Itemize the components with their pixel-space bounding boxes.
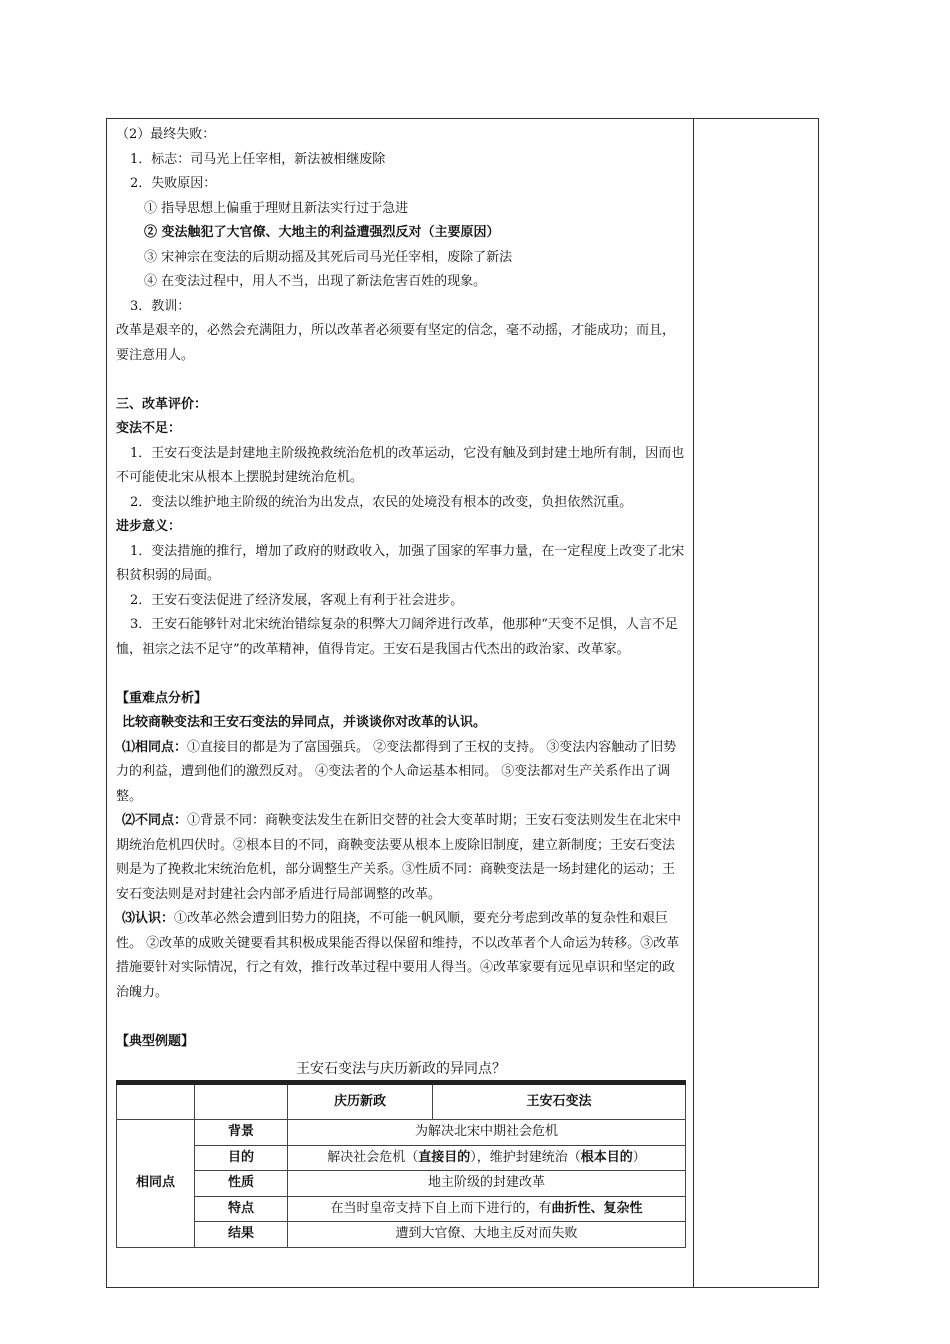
row-value: [288, 1196, 686, 1222]
row-value: [288, 1145, 686, 1171]
row-text: 为解决北宋中期社会危机: [414, 1124, 558, 1139]
spacer: [116, 368, 686, 393]
header-empty-2: [195, 1083, 288, 1120]
row-text: 解决社会危机（: [327, 1149, 419, 1165]
row-text: 遭到大官僚、大地主反对而失败: [395, 1226, 578, 1241]
table-row: [117, 1196, 686, 1222]
failure-sign: 1．标志：司马光上任宰相，新法被相继废除: [130, 151, 386, 167]
analysis-view: [116, 907, 686, 1005]
row-text: 在当时皇帝支持下自上而下进行的，有: [330, 1200, 552, 1216]
view-label: ⑶认识：: [122, 911, 175, 926]
header-wang: 王安石变法: [433, 1083, 686, 1120]
shortfall-1: 1．王安石变法是封建地主阶级挽救统治危机的改革运动，它没有触及到封建土地所有制，因而也不可能使北宋从根本上摆脱封建统治危机。: [116, 445, 685, 485]
progress-2: 2．王安石变法促进了经济发展，客观上有利于社会进步。: [130, 592, 464, 608]
table-row: [117, 1120, 686, 1146]
column-divider: [693, 118, 694, 1288]
header-empty-1: [117, 1083, 195, 1120]
evaluation-heading: 三、改革评价：: [116, 396, 208, 412]
header-qingli: 庆历新政: [288, 1083, 433, 1120]
spacer: [116, 1005, 686, 1030]
row-label: 目的: [195, 1145, 288, 1171]
row-text: ）: [632, 1149, 646, 1165]
table-caption: 王安石变法与庆历新政的异同点？: [296, 1061, 506, 1077]
analysis-diff: [116, 809, 686, 907]
failure-lesson-text: 改革是艰辛的，必然会充满阻力，所以改革者必须要有坚定的信念，毫不动摇，才能成功；而且，要注意用人。: [116, 323, 676, 363]
failure-lesson-title: 3．教训：: [130, 298, 191, 314]
failure-reason-1: ① 指导思想上偏重于理财且新法实行过于急进: [144, 200, 409, 216]
table-row: [117, 1171, 686, 1197]
failure-heading: （2）最终失败：: [116, 127, 216, 142]
shortfall-2: 2．变法以维护地主阶级的统治为出发点，农民的处境没有根本的改变，负担依然沉重。: [130, 494, 633, 510]
table-header-row: [117, 1083, 686, 1120]
spacer: [116, 662, 686, 687]
diff-text: ①背景不同：商鞅变法发生在新旧交替的社会大变革时期；王安石变法则发生在北宋中期统治危机四伏时。②根本目的不同，商鞅变法要从根本上废除旧制度，建立新制度；王安石变法则是为了挽救北宋统治危机，部分调整生产关系。③性质不同：商鞅变法是一场封建化的运动；王安石变法则是对封建社会内部矛盾进行局部调整的改革。: [116, 813, 682, 902]
row-emphasis: 根本目的: [580, 1149, 633, 1165]
row-emphasis: 直接目的: [418, 1149, 471, 1165]
failure-reason-3: ③ 宋神宗在变法的后期动摇及其死后司马光任宰相，废除了新法: [144, 249, 513, 265]
analysis-same: [116, 736, 686, 810]
row-text: 地主阶级的封建改革: [427, 1175, 545, 1190]
diff-label: ⑵不同点：: [122, 813, 188, 828]
view-text: ①改革必然会遭到旧势力的阻挠，不可能一帆风顺，要充分考虑到改革的复杂性和艰巨性。 ②改革的成败关键要看其积极成果能否得以保留和维持，不以改革者个人命运为转移。③改革措施要针对实际情况，行之有效，推行改革过程中要用人得当。④改革家要有远见卓识和坚定的政治魄力。: [116, 911, 680, 1000]
analysis-question: 比较商鞅变法和王安石变法的异同点，并谈谈你对改革的认识。: [122, 715, 487, 730]
failure-reasons-title: 2．失败原因：: [130, 176, 217, 191]
comparison-table: [116, 1080, 686, 1248]
table-row: [117, 1145, 686, 1171]
progress-1: 1．变法措施的推行，增加了政府的财政收入，加强了国家的军事力量，在一定程度上改变了北宋积贫积弱的局面。: [116, 543, 685, 583]
progress-3: 3．王安石能够针对北宋统治错综复杂的积弊大刀阔斧进行改革，他那种“天变不足惧，人言不足恤，祖宗之法不足守”的改革精神，值得肯定。王安石是我国古代杰出的政治家、改革家。: [116, 617, 678, 657]
same-text: ①直接目的都是为了富国强兵。 ②变法都得到了王权的支持。 ③变法内容触动了旧势力的利益，遭到他们的激烈反对。 ④变法者的个人命运基本相同。 ⑤变法都对生产关系作出了调整。: [116, 739, 677, 804]
row-value: [288, 1120, 686, 1146]
progress-title: 进步意义：: [116, 519, 182, 534]
row-value: [288, 1222, 686, 1248]
same-label: ⑴相同点：: [122, 739, 188, 755]
row-label: 结果: [195, 1222, 288, 1248]
row-text: ），维护封建统治（: [470, 1149, 581, 1165]
group-label: 相同点: [117, 1120, 195, 1248]
example-heading: 【典型例题】: [116, 1033, 195, 1049]
row-label: 性质: [195, 1171, 288, 1197]
failure-reason-4: ④ 在变法过程中，用人不当，出现了新法危害百姓的现象。: [144, 274, 487, 289]
row-label: 特点: [195, 1196, 288, 1222]
analysis-heading: 【重难点分析】: [116, 690, 208, 706]
table-row: [117, 1222, 686, 1248]
row-value: [288, 1171, 686, 1197]
shortfall-title: 变法不足：: [116, 421, 182, 436]
row-emphasis: 曲折性、复杂性: [551, 1200, 643, 1216]
row-label: 背景: [195, 1120, 288, 1146]
main-content: [116, 123, 686, 1248]
failure-reason-2: ② 变法触犯了大官僚、大地主的利益遭强烈反对（主要原因）: [144, 225, 500, 240]
